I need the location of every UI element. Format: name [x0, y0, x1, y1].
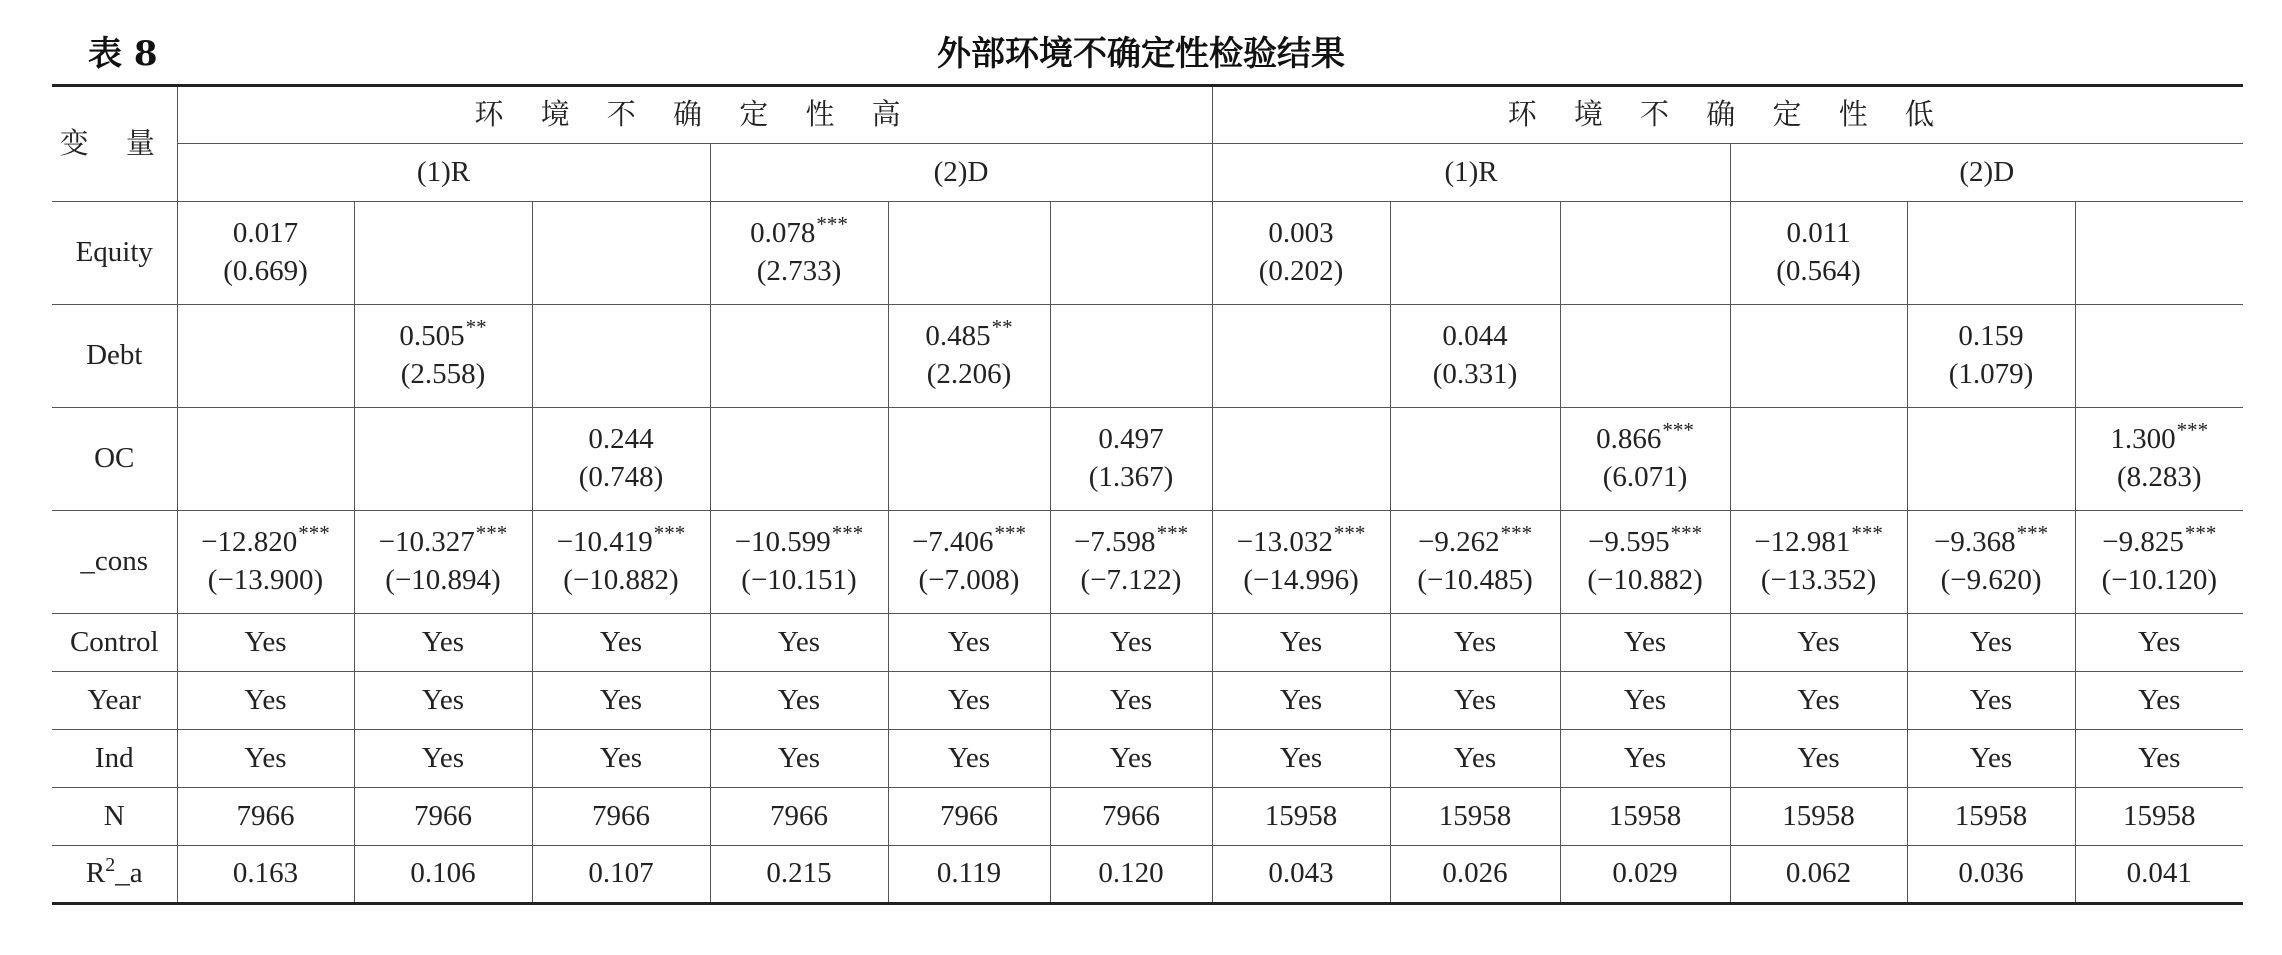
row-label: Ind — [52, 730, 177, 788]
table-cell: Yes — [1560, 614, 1730, 672]
table-cell: 7966 — [177, 788, 354, 846]
significance-stars: *** — [2184, 521, 2217, 546]
table-cell: Yes — [710, 614, 888, 672]
table-cell — [532, 408, 710, 511]
coefficient-value: −9.825*** — [2102, 521, 2217, 559]
table-cell: 0.041 — [2075, 846, 2243, 904]
table-cell — [1907, 305, 2075, 408]
significance-stars: *** — [475, 521, 508, 546]
table-row — [52, 511, 2243, 614]
table-cell: Yes — [1390, 614, 1560, 672]
t-statistic: (−7.122) — [1080, 564, 1182, 596]
table-cell — [1050, 202, 1212, 305]
table-cell — [1390, 511, 1560, 614]
table-cell — [1050, 408, 1212, 511]
table-cell: Yes — [1907, 730, 2075, 788]
table-cell — [177, 305, 354, 408]
table-cell — [710, 511, 888, 614]
table-cell — [710, 202, 888, 305]
table-cell — [1907, 511, 2075, 614]
significance-stars: ** — [465, 315, 487, 340]
table-cell — [532, 511, 710, 614]
table-cell — [177, 511, 354, 614]
significance-stars: *** — [831, 521, 864, 546]
table-cell — [354, 305, 532, 408]
coefficient-value: 0.505** — [399, 315, 487, 353]
table-cell: Yes — [1730, 614, 1907, 672]
table-cell — [2075, 408, 2243, 511]
coefficient-value: 0.017 — [232, 217, 299, 250]
table-cell: Yes — [1050, 672, 1212, 730]
table-cell: 0.043 — [1212, 846, 1390, 904]
subgroup-header: (2)D — [1730, 144, 2243, 202]
t-statistic: (−13.352) — [1760, 564, 1877, 596]
table-cell: Yes — [1212, 672, 1390, 730]
table-cell — [710, 305, 888, 408]
t-statistic: (1.367) — [1088, 461, 1174, 493]
significance-stars: *** — [1156, 521, 1189, 546]
table-cell: Yes — [177, 672, 354, 730]
table-cell: 15958 — [2075, 788, 2243, 846]
t-statistic: (0.669) — [223, 255, 308, 287]
coefficient-value: 0.866*** — [1596, 418, 1694, 456]
coefficient-value: −7.406*** — [911, 521, 1027, 559]
table-cell: 0.215 — [710, 846, 888, 904]
table-cell: 0.120 — [1050, 846, 1212, 904]
subgroup-header: (1)R — [177, 144, 710, 202]
table-cell — [888, 202, 1050, 305]
table-cell: Yes — [2075, 730, 2243, 788]
significance-stars: *** — [1333, 521, 1366, 546]
table-cell — [2075, 202, 2243, 305]
table-cell: Yes — [354, 614, 532, 672]
table-cell: 7966 — [1050, 788, 1212, 846]
subgroup-header: (2)D — [710, 144, 1212, 202]
t-statistic: (−7.008) — [918, 564, 1020, 596]
table-cell: Yes — [177, 730, 354, 788]
table-cell — [2075, 511, 2243, 614]
coefficient-value: −12.820*** — [201, 521, 330, 559]
table-cell — [1050, 511, 1212, 614]
coefficient-value: −10.327*** — [378, 521, 508, 559]
table-cell: Yes — [532, 614, 710, 672]
coefficient-value: 1.300*** — [2110, 418, 2209, 456]
table-cell: Yes — [1390, 730, 1560, 788]
table-row — [52, 788, 2243, 846]
table-cell: 7966 — [354, 788, 532, 846]
table-cell: 15958 — [1730, 788, 1907, 846]
significance-stars: *** — [653, 521, 686, 546]
table-cell: Yes — [888, 614, 1050, 672]
table-cell: 0.062 — [1730, 846, 1907, 904]
row-label: $R^2\_a$ — [52, 846, 177, 904]
coefficient-rows — [52, 202, 2243, 614]
table-cell — [1212, 202, 1390, 305]
table-title-row — [0, 22, 2282, 82]
row-label: OC — [52, 408, 177, 511]
table-cell: Yes — [1560, 730, 1730, 788]
table-cell — [1212, 511, 1390, 614]
significance-stars: *** — [1670, 521, 1703, 546]
table-cell — [1560, 511, 1730, 614]
significance-stars: ** — [991, 315, 1013, 340]
table-cell: Yes — [1390, 672, 1560, 730]
row-label: Control — [52, 614, 177, 672]
table-cell: Yes — [1560, 672, 1730, 730]
variable-header: 变 量 — [52, 86, 177, 202]
coefficient-value: 0.244 — [588, 423, 654, 456]
t-statistic: (−13.900) — [207, 564, 324, 596]
table-cell — [1907, 408, 2075, 511]
table-cell: Yes — [2075, 614, 2243, 672]
t-statistic: (2.558) — [400, 358, 486, 390]
table-cell: Yes — [354, 730, 532, 788]
table-cell — [1390, 202, 1560, 305]
table-row — [52, 305, 2243, 408]
t-statistic: (−10.882) — [1587, 564, 1703, 596]
table-cell: 15958 — [1907, 788, 2075, 846]
table-cell: Yes — [710, 730, 888, 788]
table-cell: Yes — [177, 614, 354, 672]
table-row — [52, 730, 2243, 788]
t-statistic: (0.748) — [578, 461, 664, 493]
table-cell — [1560, 305, 1730, 408]
t-statistic: (−10.894) — [385, 564, 501, 596]
coefficient-value: −13.032*** — [1236, 521, 1366, 559]
table-cell: Yes — [1050, 614, 1212, 672]
row-label: Year — [52, 672, 177, 730]
table-cell: Yes — [888, 730, 1050, 788]
table-cell: Yes — [2075, 672, 2243, 730]
coefficient-value: 0.044 — [1442, 320, 1508, 353]
table-cell — [1730, 511, 1907, 614]
results-table — [52, 84, 2243, 905]
table-cell: Yes — [1212, 730, 1390, 788]
table-cell — [354, 511, 532, 614]
significance-stars: *** — [1662, 418, 1694, 443]
coefficient-value: 0.078*** — [750, 212, 848, 250]
coefficient-value: 0.485** — [925, 315, 1013, 353]
table-row — [52, 672, 2243, 730]
table-cell: Yes — [888, 672, 1050, 730]
table-cell: Yes — [532, 672, 710, 730]
table-cell: 15958 — [1390, 788, 1560, 846]
row-label: Equity — [52, 202, 177, 305]
significance-stars: *** — [2016, 521, 2049, 546]
table-cell: 7966 — [888, 788, 1050, 846]
subgroup-header: (1)R — [1212, 144, 1730, 202]
t-statistic: (6.071) — [1602, 461, 1688, 493]
table-cell — [532, 305, 710, 408]
table-cell — [888, 511, 1050, 614]
t-statistic: (−10.485) — [1417, 564, 1533, 596]
t-statistic: (−10.882) — [563, 564, 679, 596]
t-statistic: (−10.120) — [2101, 564, 2217, 596]
table-cell — [1212, 408, 1390, 511]
table-cell: 7966 — [532, 788, 710, 846]
table-cell — [1907, 202, 2075, 305]
coefficient-value: 0.011 — [1786, 217, 1851, 250]
t-statistic: (2.206) — [926, 358, 1012, 390]
significance-stars: *** — [2176, 418, 2209, 443]
table-cell: Yes — [1907, 672, 2075, 730]
table-cell: 0.163 — [177, 846, 354, 904]
t-statistic: (0.202) — [1258, 255, 1344, 287]
table-cell — [177, 408, 354, 511]
group-header-low: 环 境 不 确 定 性 低 — [1212, 86, 2243, 144]
table-cell: 0.036 — [1907, 846, 2075, 904]
t-statistic: (0.564) — [1776, 255, 1861, 287]
t-statistic: (8.283) — [2116, 461, 2202, 493]
t-statistic: (0.331) — [1432, 358, 1518, 390]
table-cell: Yes — [1212, 614, 1390, 672]
row-label: N — [52, 788, 177, 846]
coefficient-value: −9.262*** — [1417, 521, 1533, 559]
table-cell — [1212, 305, 1390, 408]
table-cell: 15958 — [1560, 788, 1730, 846]
coefficient-value: −10.419*** — [556, 521, 686, 559]
table-cell — [1730, 202, 1907, 305]
table-cell: Yes — [354, 672, 532, 730]
table-cell — [1050, 305, 1212, 408]
t-statistic: (−9.620) — [1940, 564, 2042, 596]
table-row — [52, 408, 2243, 511]
coefficient-value: −9.368*** — [1933, 521, 2049, 559]
significance-stars: *** — [816, 212, 848, 237]
header-row-subgroups — [52, 144, 2243, 202]
table-cell: 0.026 — [1390, 846, 1560, 904]
control-rows — [52, 614, 2243, 846]
table-cell — [1730, 408, 1907, 511]
t-statistic: (1.079) — [1948, 358, 2034, 390]
coefficient-value: 0.159 — [1958, 320, 2024, 353]
table-cell: Yes — [1050, 730, 1212, 788]
table-cell — [354, 202, 532, 305]
table-title: 外部环境不确定性检验结果 — [937, 34, 1345, 74]
coefficient-value: 0.497 — [1098, 423, 1164, 456]
coefficient-value: −10.599*** — [734, 521, 864, 559]
table-cell — [1560, 408, 1730, 511]
table-row — [52, 846, 2243, 904]
t-statistic: (−10.151) — [741, 564, 857, 596]
coefficient-value: −12.981*** — [1754, 521, 1883, 559]
table-cell — [888, 408, 1050, 511]
table-cell: 15958 — [1212, 788, 1390, 846]
significance-stars: *** — [994, 521, 1027, 546]
table-number-label: 表 8 — [88, 34, 158, 74]
t-statistic: (−14.996) — [1243, 564, 1359, 596]
table-cell: Yes — [1730, 730, 1907, 788]
table-row — [52, 202, 2243, 305]
r2-rows — [52, 846, 2243, 904]
group-header-high: 环 境 不 确 定 性 高 — [177, 86, 1212, 144]
table-cell — [1730, 305, 1907, 408]
table-cell — [710, 408, 888, 511]
table-cell — [532, 202, 710, 305]
table-cell: 0.029 — [1560, 846, 1730, 904]
table-cell — [1560, 202, 1730, 305]
table-cell: 0.107 — [532, 846, 710, 904]
header-row-groups — [52, 86, 2243, 144]
table-cell: 0.106 — [354, 846, 532, 904]
coefficient-value: −9.595*** — [1587, 521, 1703, 559]
significance-stars: *** — [1500, 521, 1533, 546]
significance-stars: *** — [298, 521, 330, 546]
coefficient-value: −7.598*** — [1073, 521, 1189, 559]
table-cell — [354, 408, 532, 511]
table-row — [52, 614, 2243, 672]
table-cell — [1390, 408, 1560, 511]
row-label: Debt — [52, 305, 177, 408]
table-cell — [888, 305, 1050, 408]
coefficient-value: 0.003 — [1268, 217, 1334, 250]
row-label: _cons — [52, 511, 177, 614]
table-cell: 7966 — [710, 788, 888, 846]
table-cell: Yes — [532, 730, 710, 788]
t-statistic: (2.733) — [756, 255, 842, 287]
table-cell — [1390, 305, 1560, 408]
table-cell: Yes — [1907, 614, 2075, 672]
table-cell — [2075, 305, 2243, 408]
table-cell: Yes — [1730, 672, 1907, 730]
significance-stars: *** — [1851, 521, 1883, 546]
table-cell — [177, 202, 354, 305]
table-cell: Yes — [710, 672, 888, 730]
table-cell: 0.119 — [888, 846, 1050, 904]
